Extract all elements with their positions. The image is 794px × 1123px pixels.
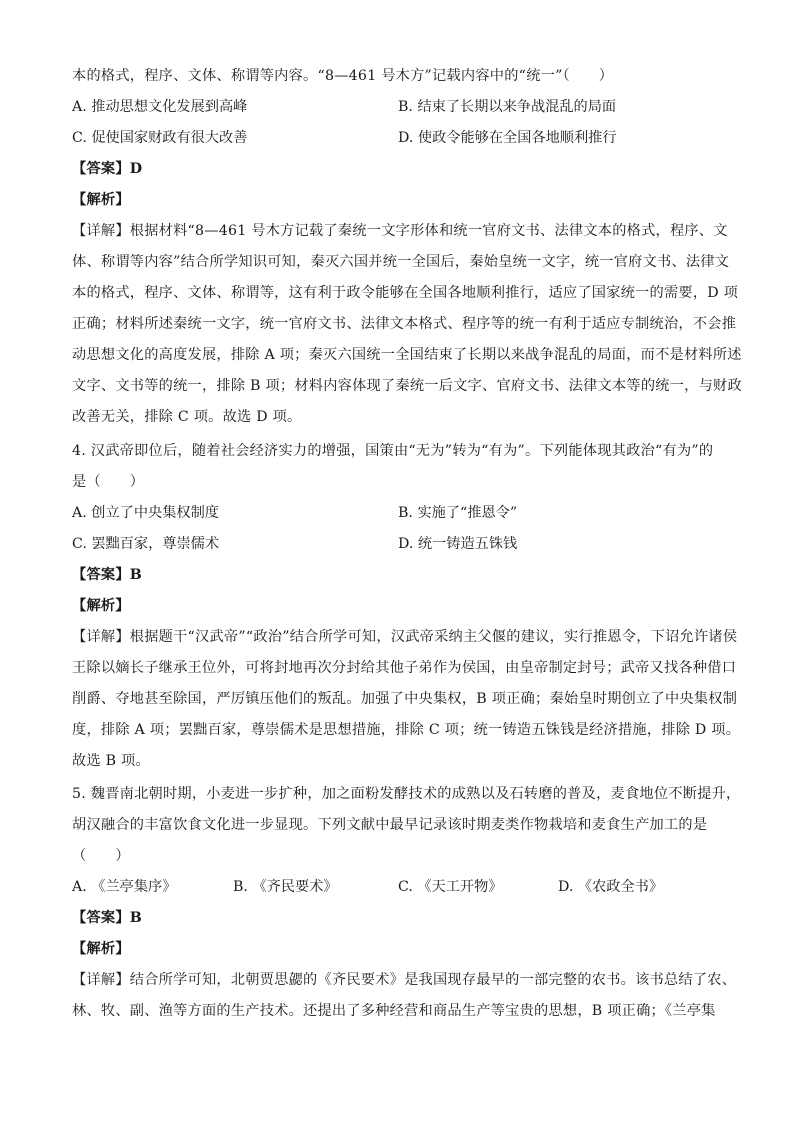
q5-stem-line: （ ）: [72, 848, 130, 864]
q3-detail-line: 正确；材料所述秦统一文字，统一官府文书、法律文本格式、程序等的统一有利于适应专制统治，不会推: [72, 316, 737, 332]
q4-stem-line: 是（ ）: [72, 474, 145, 490]
q5-detail-line: 林、牧、副、渔等方面的生产技术。还提出了多种经营和商品生产等宝贵的思想，B 项正确；《兰亭集: [72, 1003, 716, 1019]
q3-analysis-label: 【解析】: [72, 192, 130, 208]
q3-option-c: C. 促使国家财政有很大改善: [72, 130, 248, 146]
q5-option-a: A. 《兰亭集序》: [72, 879, 177, 895]
q3-stem-tail: 本的格式，程序、文体、称谓等内容。“8—461 号木方”记载内容中的“统一”（ ）: [72, 68, 614, 84]
q3-option-b: B. 结束了长期以来争战混乱的局面: [398, 99, 617, 115]
q4-answer: 【答案】B: [72, 567, 142, 583]
q3-detail-line: 文字、文书等的统一，排除 B 项；材料内容体现了秦统一后文字、官府文书、法律文本等的统一，与财政: [72, 378, 742, 394]
q3-option-a: A. 推动思想文化发展到高峰: [72, 99, 248, 115]
q5-stem-line: 胡汉融合的丰富饮食文化进一步显现。下列文献中最早记录该时期麦类作物栽培和麦食生产加工的是: [72, 817, 708, 833]
q5-detail-line: 【详解】结合所学可知，北朝贾思勰的《齐民要术》是我国现存最早的一部完整的农书。该书总结了农、: [72, 972, 737, 988]
q5-option-d: D. 《农政全书》: [558, 879, 664, 895]
q4-option-c: C. 罢黜百家，尊崇儒术: [72, 536, 220, 552]
q4-detail-line: 削爵、夺地甚至除国，严厉镇压他们的叛乱。加强了中央集权，B 项正确；秦始皇时期创立了中央集权制: [72, 691, 738, 707]
q3-answer: 【答案】D: [72, 161, 143, 177]
q5-option-b: B. 《齐民要术》: [233, 879, 338, 895]
q5-stem-line: 5. 魏晋南北朝时期，小麦进一步扩种，加之面粉发酵技术的成熟以及石转磨的普及，麦食地位不断提升，: [72, 786, 741, 802]
q4-detail-line: 【详解】根据题干“汉武帝”“政治”结合所学可知，汉武帝采纳主父偃的建议，实行推恩令，下诏允许诸侯: [72, 629, 738, 645]
q4-stem-line: 4. 汉武帝即位后，随着社会经济实力的增强，国策由“无为”转为“有为”。下列能体现其政治“有为”的: [72, 443, 714, 459]
q4-option-b: B. 实施了“推恩令”: [398, 505, 518, 521]
q3-detail-line: 体、称谓等内容”结合所学知识可知，秦灭六国并统一全国后，秦始皇统一文字，统一官府文书、法律文: [72, 254, 730, 270]
q4-detail-line: 故选 B 项。: [72, 753, 150, 769]
q4-option-a: A. 创立了中央集权制度: [72, 505, 219, 521]
q4-option-d: D. 统一铸造五铢钱: [398, 536, 518, 552]
q5-analysis-label: 【解析】: [72, 941, 130, 957]
q4-detail-line: 王除以嫡长子继承王位外，可将封地再次分封给其他子弟作为侯国，由皇帝制定封号；武帝又找各种借口: [72, 660, 737, 676]
q4-analysis-label: 【解析】: [72, 598, 130, 614]
q3-detail-line: 【详解】根据材料“8—461 号木方记载了秦统一文字形体和统一官府文书、法律文本的格式，程序、文: [72, 223, 728, 239]
q3-detail-line: 改善无关，排除 C 项。故选 D 项。: [72, 409, 302, 425]
q5-option-c: C. 《天工开物》: [398, 879, 503, 895]
q3-option-d: D. 使政令能够在全国各地顺利推行: [398, 130, 617, 146]
q4-detail-line: 度，排除 A 项；罢黜百家，尊崇儒术是思想措施，排除 C 项；统一铸造五铢钱是经济措施，排除 D 项。: [72, 722, 741, 738]
q3-detail-line: 动思想文化的高度发展，排除 A 项；秦灭六国统一全国结束了长期以来战争混乱的局面，而不是材料所述: [72, 347, 742, 363]
q5-answer: 【答案】B: [72, 910, 142, 926]
q3-detail-line: 本的格式，程序、文体、称谓等，这有利于政令能够在全国各地顺利推行，适应了国家统一的需要，D 项: [72, 285, 739, 301]
